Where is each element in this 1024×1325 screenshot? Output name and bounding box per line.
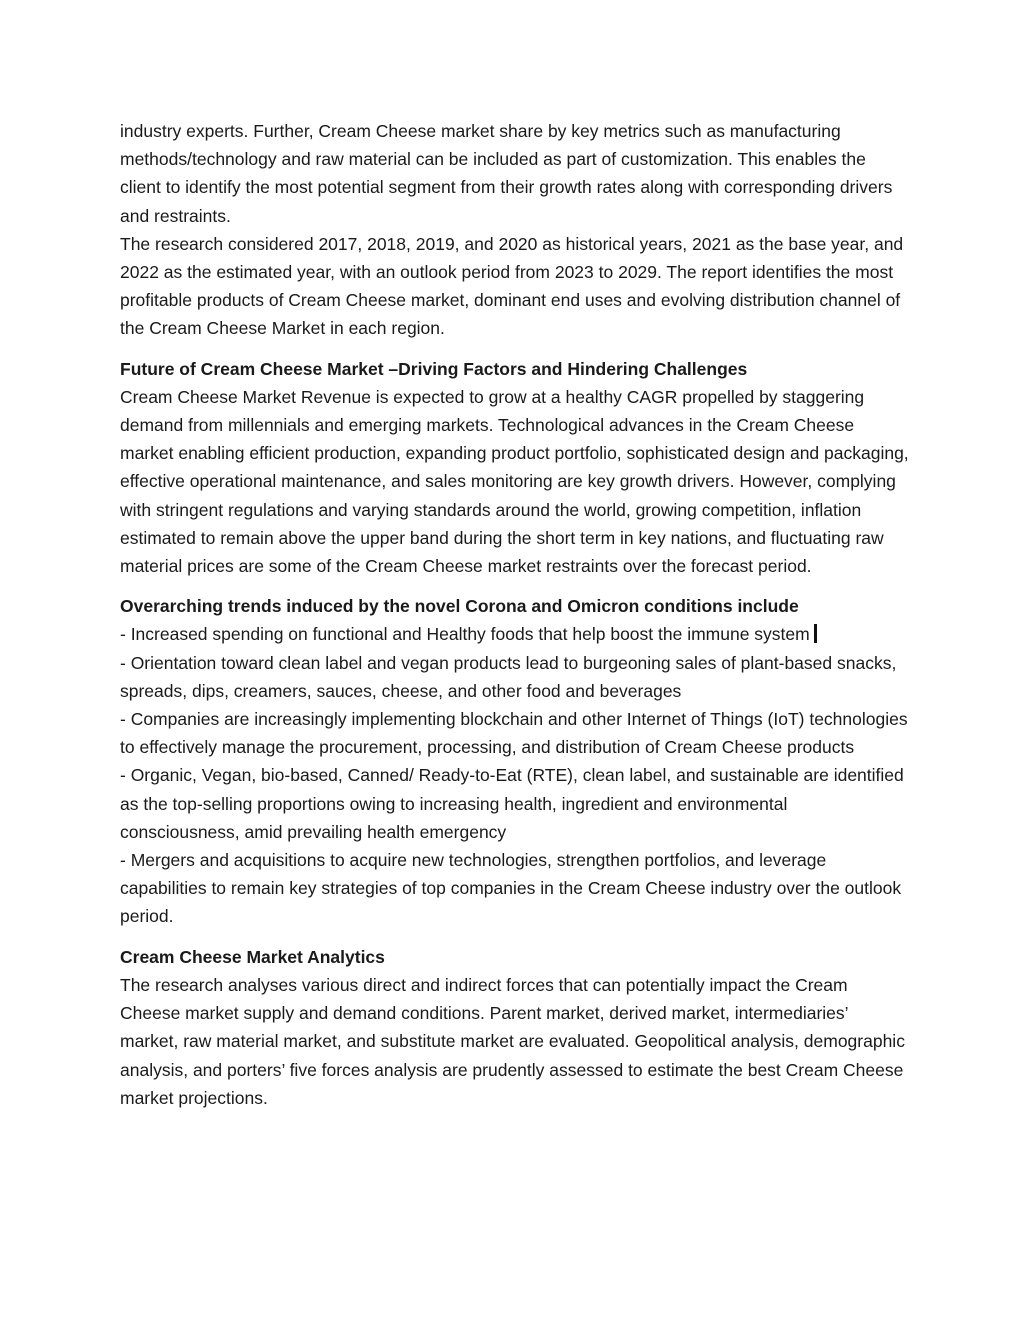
trend-item-text: - Increased spending on functional and Healthy foods that help boost the immune system [120,624,810,645]
trend-item: - Orientation toward clean label and vegan products lead to burgeoning sales of plant-based snacks, spreads, dips, creamers, sauces, cheese, and other food and beverages [120,652,897,701]
intro-paragraph-2: The research considered 2017, 2018, 2019, and 2020 as historical years, 2021 as the base year, and 2022 as the estimated year, with an outlook period from 2023 to 2029. The report identifies the most profitable products of Cream Cheese market, dominant end uses and evolving distribution channel of the Cream Cheese Market in each region. [120,233,904,339]
future-heading: Future of Cream Cheese Market –Driving Factors and Hindering Challenges [120,358,748,379]
document-page [120,117,910,1112]
analytics-paragraph: The research analyses various direct and indirect forces that can potentially impact the Cream Cheese market supply and demand conditions. Parent market, derived market, intermediaries’ market, raw material market, and substitute market are evaluated. Geopolitical analysis, demographic analysis, and porters’ five forces analysis are prudently assessed to estimate the best Cream Cheese market projections. [120,974,905,1108]
intro-paragraph-1: industry experts. Further, Cream Cheese market share by key metrics such as manufacturing methods/technology and raw material can be included as part of customization. This enables the client to identify the most potential segment from their growth rates along with corresponding drivers and restraints. [120,121,893,226]
trends-heading: Overarching trends induced by the novel Corona and Omicron conditions include [120,596,799,617]
trend-item [120,620,910,648]
future-paragraph: Cream Cheese Market Revenue is expected to grow at a healthy CAGR propelled by staggering demand from millennials and emerging markets. Technological advances in the Cream Cheese market enabling efficient production, expanding product portfolio, sophisticated design and packaging, effective operational maintenance, and sales monitoring are key growth drivers. However, complying with stringent regulations and varying standards around the world, growing competition, inflation estimated to remain above the upper band during the short term in key nations, and fluctuating raw material prices are some of the Cream Cheese market restraints over the forecast period. [120,386,909,577]
text-cursor [814,624,817,643]
trend-item: - Companies are increasingly implementing blockchain and other Internet of Things (IoT) technologies to effectively manage the procurement, processing, and distribution of Cream Cheese products [120,709,908,758]
trend-item: - Organic, Vegan, bio-based, Canned/ Ready-to-Eat (RTE), clean label, and sustainable are identified as the top-selling proportions owing to increasing health, ingredient and environmental consciousness, amid prevailing health emergency [120,765,904,842]
analytics-heading: Cream Cheese Market Analytics [120,946,385,967]
trend-item: - Mergers and acquisitions to acquire new technologies, strengthen portfolios, and leverage capabilities to remain key strategies of top companies in the Cream Cheese industry over the outlook period. [120,850,902,927]
